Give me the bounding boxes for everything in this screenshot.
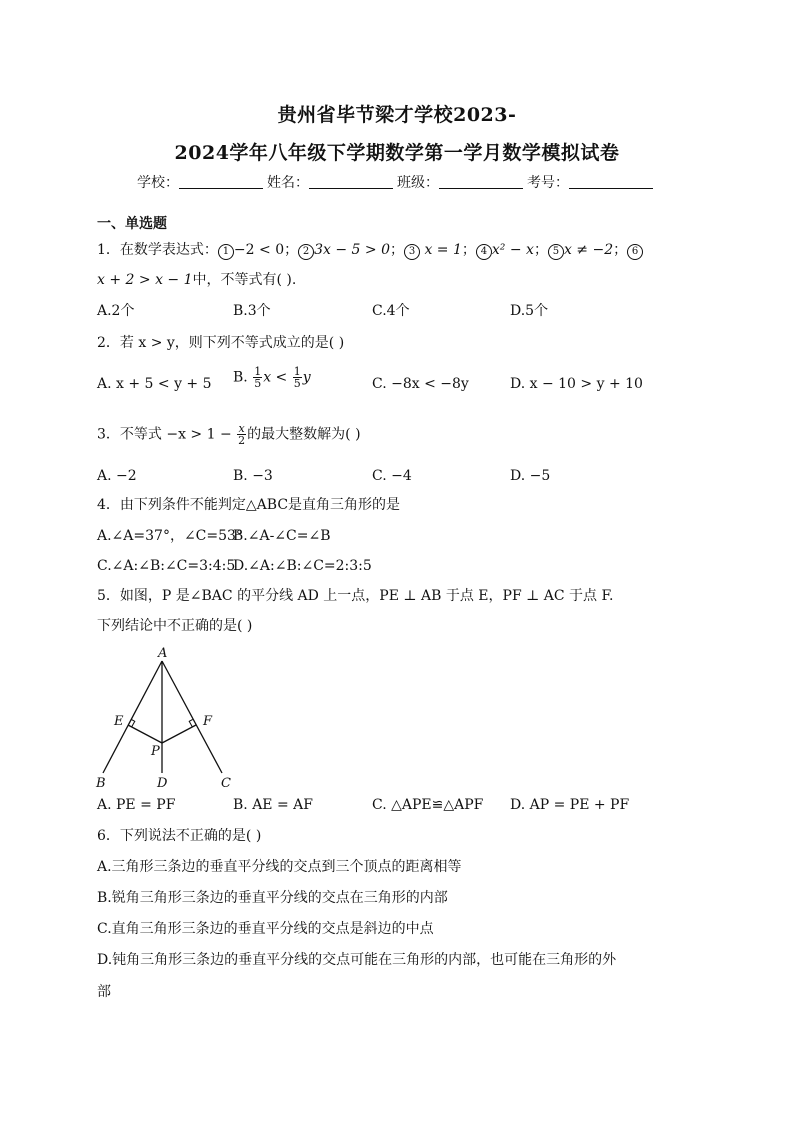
q6-option-b[interactable]: B.锐角三角形三条边的垂直平分线的交点在三角形的内部 — [97, 890, 448, 906]
q1-expr-6: x + 2 > x − 1 — [97, 272, 193, 288]
q2-option-d[interactable]: D. x − 10 > y + 10 — [510, 376, 643, 392]
q3-option-b[interactable]: B. −3 — [233, 468, 273, 484]
q3-option-d[interactable]: D. −5 — [510, 468, 551, 484]
q3-option-c[interactable]: C. −4 — [372, 468, 412, 484]
school-blank[interactable] — [179, 174, 263, 189]
q2-option-c[interactable]: C. −8x < −8y — [372, 376, 469, 392]
circled-number-icon: 2 — [298, 244, 314, 260]
label-p: P — [151, 744, 160, 759]
circled-number-icon: 5 — [548, 244, 564, 260]
q4-stem: 4．由下列条件不能判定△ABC是直角三角形的是 — [97, 497, 401, 513]
section-title: 一、单选题 — [97, 216, 167, 232]
q1-sep: ； — [613, 242, 628, 258]
line-ac — [162, 661, 222, 773]
class-label: 班级： — [397, 175, 439, 191]
q2-option-b-prefix: B. — [233, 369, 248, 386]
q1-sep: ； — [284, 242, 299, 258]
name-blank[interactable] — [309, 174, 393, 189]
exam-no-label: 考号： — [527, 175, 569, 191]
q3-stem — [97, 423, 361, 446]
right-angle-mark-e — [131, 720, 134, 728]
q5-stem-2: 下列结论中不正确的是( ) — [97, 618, 253, 634]
name-label: 姓名： — [267, 175, 309, 191]
q3-text-before: 3．不等式 −x > 1 − — [97, 426, 232, 443]
q6-option-d-cont[interactable]: 部 — [97, 984, 111, 1000]
label-f: F — [203, 714, 213, 729]
label-a: A — [158, 646, 168, 661]
q2-option-b-mid: x < — [263, 369, 288, 386]
q1-option-c[interactable]: C.4个 — [372, 303, 410, 319]
q6-option-c[interactable]: C.直角三角形三条边的垂直平分线的交点是斜边的中点 — [97, 921, 434, 937]
q1-stem-2 — [97, 270, 296, 290]
circled-number-icon: 3 — [404, 244, 420, 260]
q6-stem: 6．下列说法不正确的是( ) — [97, 828, 262, 844]
q6-option-d[interactable]: D.钝角三角形三条边的垂直平分线的交点可能在三角形的内部，也可能在三角形的外 — [97, 952, 617, 968]
q2-option-b-tail: y — [302, 369, 311, 386]
q4-option-c[interactable]: C.∠A:∠B:∠C=3:4:5 — [97, 558, 236, 574]
q4-option-b[interactable]: B.∠A-∠C=∠B — [233, 528, 331, 544]
title-line-1: 贵州省毕节梁才学校2023- — [277, 104, 517, 126]
q1-tail: 中，不等式有( ). — [192, 272, 297, 288]
q1-sep: ； — [390, 242, 404, 258]
q1-expr-4: x² − x — [491, 242, 534, 258]
q1-lead: 1．在数学表达式： — [97, 242, 218, 258]
q2-option-b[interactable] — [233, 366, 311, 389]
q6-option-a[interactable]: A.三角形三条边的垂直平分线的交点到三个顶点的距离相等 — [97, 859, 462, 875]
label-d: D — [157, 776, 168, 791]
q4-option-a[interactable]: A.∠A=37°，∠C=53° — [97, 528, 243, 544]
exam-no-blank[interactable] — [569, 174, 653, 189]
q4-option-d[interactable]: D.∠A:∠B:∠C=2:3:5 — [233, 558, 372, 574]
q5-figure — [90, 645, 290, 795]
student-info-row — [0, 172, 794, 192]
circled-number-icon: 6 — [627, 244, 643, 260]
q1-sep: ； — [533, 242, 548, 258]
label-b: B — [96, 776, 106, 791]
circled-number-icon: 4 — [476, 244, 492, 260]
q5-option-b[interactable]: B. AE = AF — [233, 797, 313, 813]
q1-option-a[interactable]: A.2个 — [97, 303, 135, 319]
line-pf — [162, 725, 196, 743]
q5-option-d[interactable]: D. AP = PE + PF — [510, 797, 630, 813]
q1-option-b[interactable]: B.3个 — [233, 303, 271, 319]
circled-number-icon: 1 — [218, 244, 234, 260]
q1-expr-5: x ≠ −2 — [563, 242, 614, 258]
q2-option-a[interactable]: A. x + 5 < y + 5 — [97, 376, 212, 392]
q1-expr-2: 3x − 5 > 0 — [314, 242, 390, 258]
q5-option-c[interactable]: C. △APE≌△APF — [372, 797, 484, 813]
q1-expr-3: x = 1 — [424, 242, 462, 258]
school-label: 学校： — [137, 175, 179, 191]
label-e: E — [114, 714, 124, 729]
fraction: $\frac{1}{5}$ — [293, 365, 301, 390]
fraction: $\frac{1}{5}$ — [254, 365, 262, 390]
q5-stem: 5．如图，P 是∠BAC 的平分线 AD 上一点，PE ⊥ AB 于点 E，PF ⊥ AC 于点 F. — [97, 588, 614, 604]
q3-option-a[interactable]: A. −2 — [97, 468, 137, 484]
q5-option-a[interactable]: A. PE = PF — [97, 797, 176, 813]
q2-stem: 2．若 x > y，则下列不等式成立的是( ) — [97, 335, 345, 351]
q1-option-d[interactable]: D.5个 — [510, 303, 549, 319]
right-angle-mark-f — [189, 720, 192, 728]
q1-stem — [97, 240, 643, 260]
fraction: $\frac{x}{2}$ — [238, 422, 246, 447]
title-line-2: 2024学年八年级下学期数学第一学月数学模拟试卷 — [174, 142, 620, 164]
q1-expr-1: −2 < 0 — [233, 242, 285, 258]
q3-text-after: 的最大整数解为( ) — [247, 426, 361, 443]
label-c: C — [221, 776, 231, 791]
q1-sep: ； — [461, 242, 476, 258]
class-blank[interactable] — [439, 174, 523, 189]
line-pe — [128, 725, 162, 743]
